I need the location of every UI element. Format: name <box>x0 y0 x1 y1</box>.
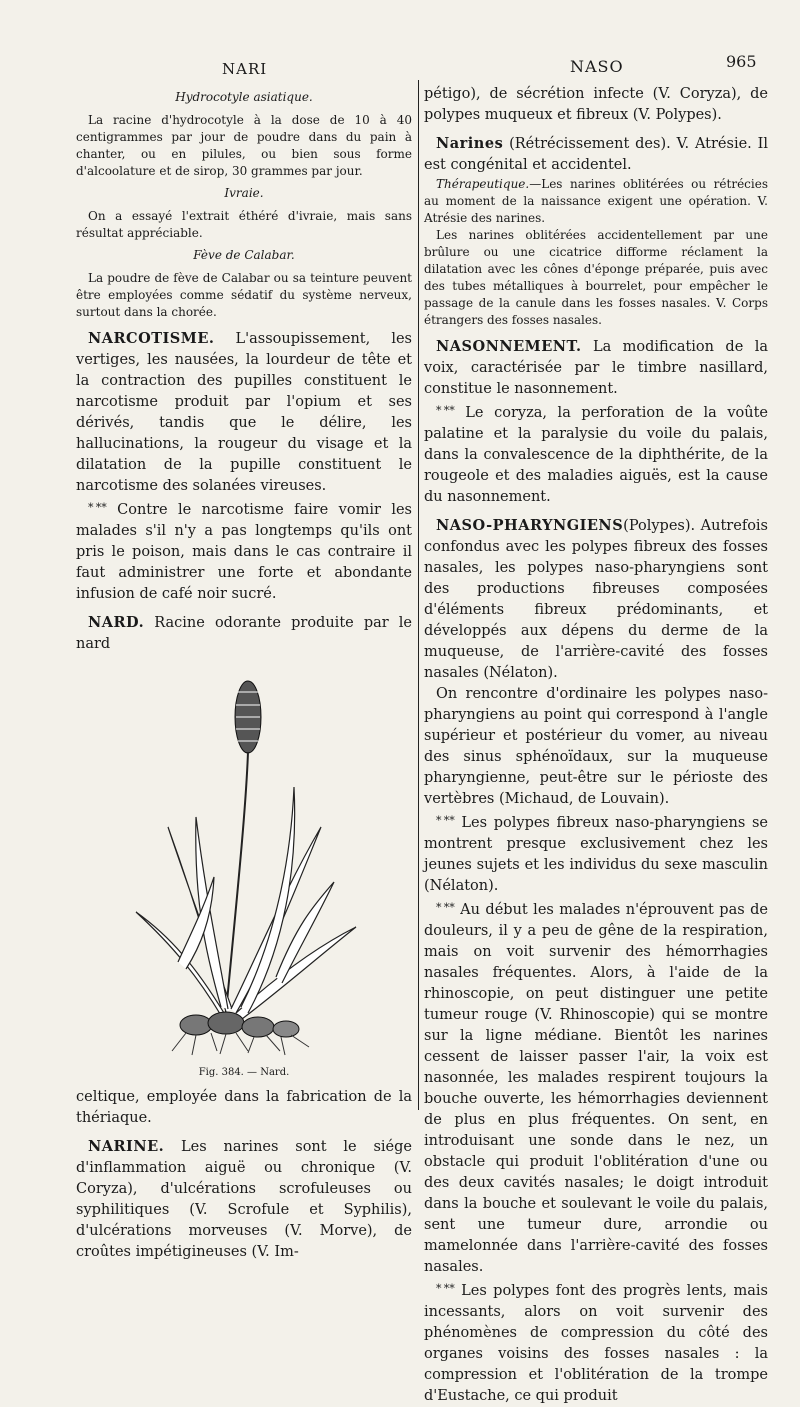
asterism-icon: * ** <box>436 1282 455 1295</box>
naso-symptoms-paragraph <box>424 897 768 1278</box>
therapeutique-label: Thérapeutique. <box>436 177 530 191</box>
narcotisme-entry <box>76 328 412 497</box>
naso-progress-text: Les polypes font des progrès lents, mais incessants, alors on voit survenir des phénomènes de compression du côté des organes voisins des fosses nasales : la compression et l'oblitération de la trompe d'Eustache, ce qui produit <box>424 1283 768 1404</box>
naso-symptoms-text: Au début les malades n'éprouvent pas de douleurs, il y a peu de gêne de la respiration, mais on voit survenir des hémorrhagies nasales fréquentes. Alors, à l'aide de la rhinoscopie, on peut distinguer une petite tumeur rouge (V. Rhinoscopie) qui se montre sur la ligne médiane. Bientôt les narines cessent de laisser passer l'air, la voix est nasonnée, les malades respirent toujours la bouche ouverte, les hémorrhagies deviennent de plus en plus fréquentes. On sent, en introduisant une sonde dans le nez, un obstacle qui produit l'oblitération d'une ou des deux cavités nasales; le doigt introduit dans la bouche et soulevant le voile du palais, sent une tumeur dure, arrondie ou mamelonnée dans l'arrière-cavité des fosses nasales. <box>424 902 768 1275</box>
naso-pharyngiens-entry <box>424 515 768 684</box>
therapeutique-text: —Les narines oblitérées ou rétrécies au moment de la naissance exigent une opération. V. Atrésie des narines. <box>424 177 768 225</box>
narcotisme-treatment <box>76 497 412 605</box>
narine-continuation: pétigo), de sécrétion infecte (V. Coryza), de polypes muqueux et fibreux (V. Polypes). <box>424 86 768 123</box>
nard-continuation: celtique, employée dans la fabrication de la thériaque. <box>76 1089 412 1126</box>
narcotisme-headword: NARCOTISME. <box>88 330 215 347</box>
nasonnement-definition: La modification de la voix, caractérisée par le timbre nasillard, constitue le nasonnement. <box>424 339 769 397</box>
nard-figure <box>76 657 412 1087</box>
therapeutique-paragraph <box>424 176 768 227</box>
naso-progress-paragraph <box>424 1278 768 1407</box>
narines-retrecissement-text: (Rétrécissement des). V. Atrésie. Il est congénital et accidentel. <box>424 136 768 173</box>
narines-headword: Narines <box>436 135 504 152</box>
feve-text: La poudre de fève de Calabar ou sa teinture peuvent être employées comme sédatif du système nerveux, surtout dans la chorée. <box>76 271 412 319</box>
running-head-right: NASO <box>570 57 624 76</box>
figure-caption: Fig. 384. — Nard. <box>198 1067 290 1078</box>
column-divider <box>418 80 419 1110</box>
hydrocotyle-text: La racine d'hydrocotyle à la dose de 10 à 40 centigrammes par jour de poudre dans du pain à chanter, ou en pilules, ou bien sous forme d'alcoolature et de sirop, 30 grammes par jour. <box>76 113 412 178</box>
therapeutique-paragraph-2: Les narines oblitérées accidentellement par une brûlure ou une cicatrice difforme réclament la dilatation avec les cônes d'éponge préparée, puis avec des tubes métalliques à bourrelet, pour empêcher le passage de la canule dans les fosses nasales. V. Corps étrangers des fosses nasales. <box>424 228 768 327</box>
naso-pharyngiens-headword: NASO-PHARYNGIENS <box>436 517 624 534</box>
asterism-icon: * ** <box>436 901 455 914</box>
nasonnement-cause <box>424 400 768 508</box>
nasonnement-cause-text: Le coryza, la perforation de la voûte palatine et la paralysie du voile du palais, dans la convalescence de la diphthérite, de la rougeole et des maladies aiguës, est la cause du nasonnement. <box>424 405 769 505</box>
naso-pharyngiens-definition: (Polypes). Autrefois confondus avec les polypes fibreux des fosses nasales, les polypes naso-pharyngiens sont des productions fibreuses composées d'éléments fibreux prédominants, et développés aux dépens du derme de la muqueuse, de l'arrière-cavité des fosses nasales (Nélaton). <box>424 518 768 681</box>
asterism-icon: * ** <box>436 404 455 417</box>
narine-headword: NARINE. <box>88 1138 165 1155</box>
left-column <box>76 84 412 1263</box>
narcotisme-treatment-text: Contre le narcotisme faire vomir les malades s'il n'y a pas longtemps qu'ils ont pris le poison, mais dans le cas contraire il faut administrer une forte et abondante infusion de café noir sucré. <box>76 502 412 602</box>
naso-subjects-text: Les polypes fibreux naso-pharyngiens se montrent presque exclusivement chez les jeunes sujets et les individus du sexe masculin (Nélaton). <box>424 815 768 894</box>
nard-definition: Racine odorante produite par le nard <box>76 615 413 652</box>
asterism-icon: * ** <box>88 501 107 514</box>
running-head-left: NARI <box>222 60 268 78</box>
naso-subjects-paragraph <box>424 810 768 897</box>
asterism-icon: * ** <box>436 814 455 827</box>
page-header <box>0 52 800 82</box>
naso-location-paragraph: On rencontre d'ordinaire les polypes naso-pharyngiens au point qui correspond à l'angle supérieur et postérieur du vomer, au niveau des sinus sphénoïdaux, sur la muqueuse pharyngienne, peut-être sur le périoste des vertèbres (Michaud, de Louvain). <box>424 686 768 807</box>
hydrocotyle-title: Hydrocotyle asiatique. <box>175 90 313 104</box>
narine-definition: Les narines sont le siége d'inflammation aiguë ou chronique (V. Coryza), d'ulcérations scrofuleuses ou syphilitiques (V. Scrofule et Syphilis), d'ulcérations morveuses (V. Morve), de croûtes impétigineuses (V. Im- <box>76 1139 412 1260</box>
ivraie-text: On a essayé l'extrait éthéré d'ivraie, mais sans résultat appréciable. <box>76 209 412 240</box>
right-column <box>424 84 768 1407</box>
nard-entry <box>76 612 412 655</box>
narines-retrecissement-entry <box>424 133 768 176</box>
nasonnement-entry <box>424 336 768 400</box>
narcotisme-definition: L'assoupissement, les vertiges, les nausées, la lourdeur de tête et la contraction des pupilles constituent le narcotisme produit par l'opium et ses dérivés, tandis que le délire, les hallucinations, la rougeur du visage et la dilatation de la pupille constituent le narcotisme des solanées vireuses. <box>76 331 412 494</box>
nard-plant-illustration <box>76 657 412 1067</box>
page-number: 965 <box>726 52 757 71</box>
ivraie-title: Ivraie. <box>224 186 264 200</box>
narine-entry <box>76 1136 412 1263</box>
nasonnement-headword: NASONNEMENT. <box>436 338 582 355</box>
feve-title: Fève de Calabar. <box>193 248 295 262</box>
nard-headword: NARD. <box>88 614 145 631</box>
